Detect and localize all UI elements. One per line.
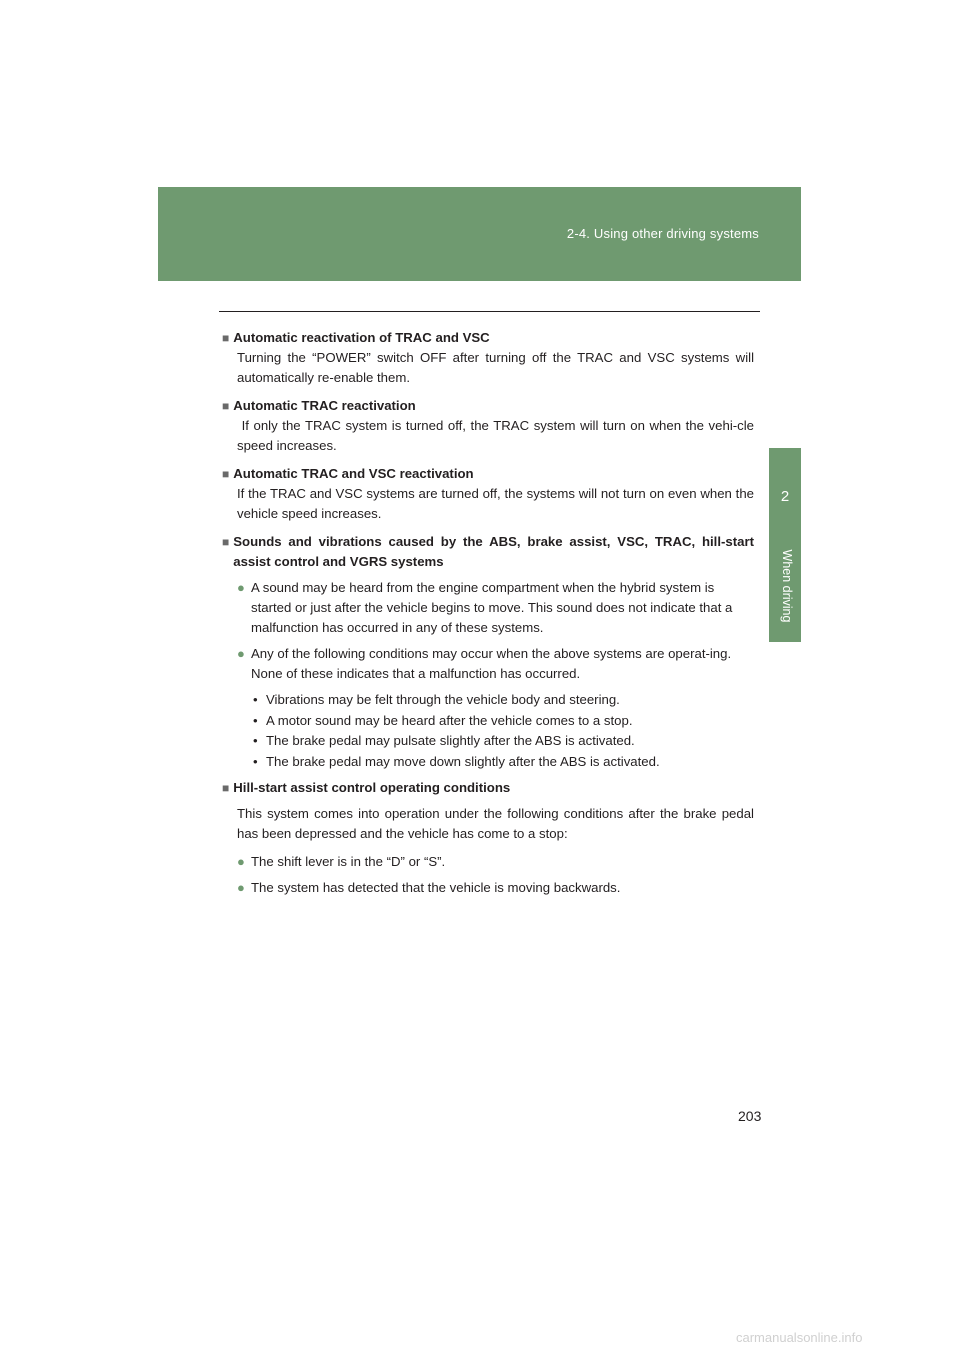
section <box>222 464 754 524</box>
sub-item-text: A motor sound may be heard after the vehicle comes to a stop. <box>266 712 633 728</box>
list-item <box>237 852 754 872</box>
chapter-tab-label: When driving <box>780 549 794 623</box>
bullet-text: A sound may be heard from the engine compartment when the hybrid system is started or just after the vehicle begins to move. This sound does not indicate that a malfunction has occurred in any of these systems. <box>251 580 733 635</box>
chapter-header-band <box>158 187 801 281</box>
section-paragraph: Turning the “POWER” switch OFF after turning off the TRAC and VSC systems will automatically re-enable them. <box>237 350 754 385</box>
list-item <box>237 878 754 898</box>
bullet-text: Any of the following conditions may occur when the above systems are operat-ing. None of these indicates that a malfunction has occurred. <box>251 646 732 681</box>
section-marker-icon: ■ <box>222 781 230 795</box>
sub-list-item <box>253 711 754 732</box>
section-heading: Automatic TRAC and VSC reactivation <box>233 466 474 481</box>
list-item <box>237 578 754 638</box>
section-marker-icon: ■ <box>222 331 230 345</box>
section-title: 2-4. Using other driving systems <box>566 226 759 241</box>
page-number: 203 <box>738 1108 762 1124</box>
sub-list <box>253 690 754 772</box>
section-paragraph: This system comes into operation under the following conditions after the brake pedal has been depressed and the vehicle has come to a stop: <box>237 806 754 841</box>
section <box>222 778 754 898</box>
section-marker-icon: ■ <box>222 467 230 481</box>
list-item <box>237 644 754 684</box>
sub-item-text: The brake pedal may pulsate slightly after the ABS is activated. <box>266 733 635 748</box>
sub-bullet-icon: • <box>253 712 258 728</box>
bullet-icon: ● <box>237 880 245 895</box>
section-heading: Hill-start assist control operating conditions <box>233 780 511 795</box>
section-heading: Automatic reactivation of TRAC and VSC <box>233 330 490 345</box>
section-heading: Automatic TRAC reactivation <box>233 398 416 413</box>
bullet-icon: ● <box>237 646 245 661</box>
bullet-text: The system has detected that the vehicle is moving backwards. <box>251 880 621 895</box>
sub-list-item <box>253 752 754 773</box>
sub-bullet-icon: • <box>253 692 258 707</box>
sub-item-text: Vibrations may be felt through the vehicle body and steering. <box>266 692 620 707</box>
chapter-tab-number: 2 <box>769 448 801 530</box>
sub-list-item <box>253 690 754 711</box>
chapter-tab-label-box <box>769 530 801 642</box>
sub-bullet-icon: • <box>253 733 258 748</box>
bullet-icon: ● <box>237 854 245 869</box>
sub-list-item <box>253 731 754 752</box>
section-marker-icon: ■ <box>222 535 230 549</box>
watermark: carmanualsonline.info <box>736 1330 863 1345</box>
section <box>222 396 758 456</box>
page-content <box>222 328 758 904</box>
section <box>222 532 754 772</box>
section-paragraph: If only the TRAC system is turned off, the TRAC system will turn on when the vehi-cle speed increases. <box>237 418 758 453</box>
section-marker-icon: ■ <box>222 399 230 413</box>
bullet-icon: ● <box>237 580 245 595</box>
sub-bullet-icon: • <box>253 753 258 769</box>
section-paragraph: If the TRAC and VSC systems are turned off, the systems will not turn on even when the vehicle speed increases. <box>237 486 754 521</box>
section-heading: Sounds and vibrations caused by the ABS, brake assist, VSC, TRAC, hill-start assist control and VGRS systems <box>233 534 754 569</box>
bullet-text: The shift lever is in the “D” or “S”. <box>251 854 446 869</box>
section-divider <box>219 311 760 312</box>
sub-item-text: The brake pedal may move down slightly after the ABS is activated. <box>266 753 660 769</box>
section <box>222 328 754 388</box>
